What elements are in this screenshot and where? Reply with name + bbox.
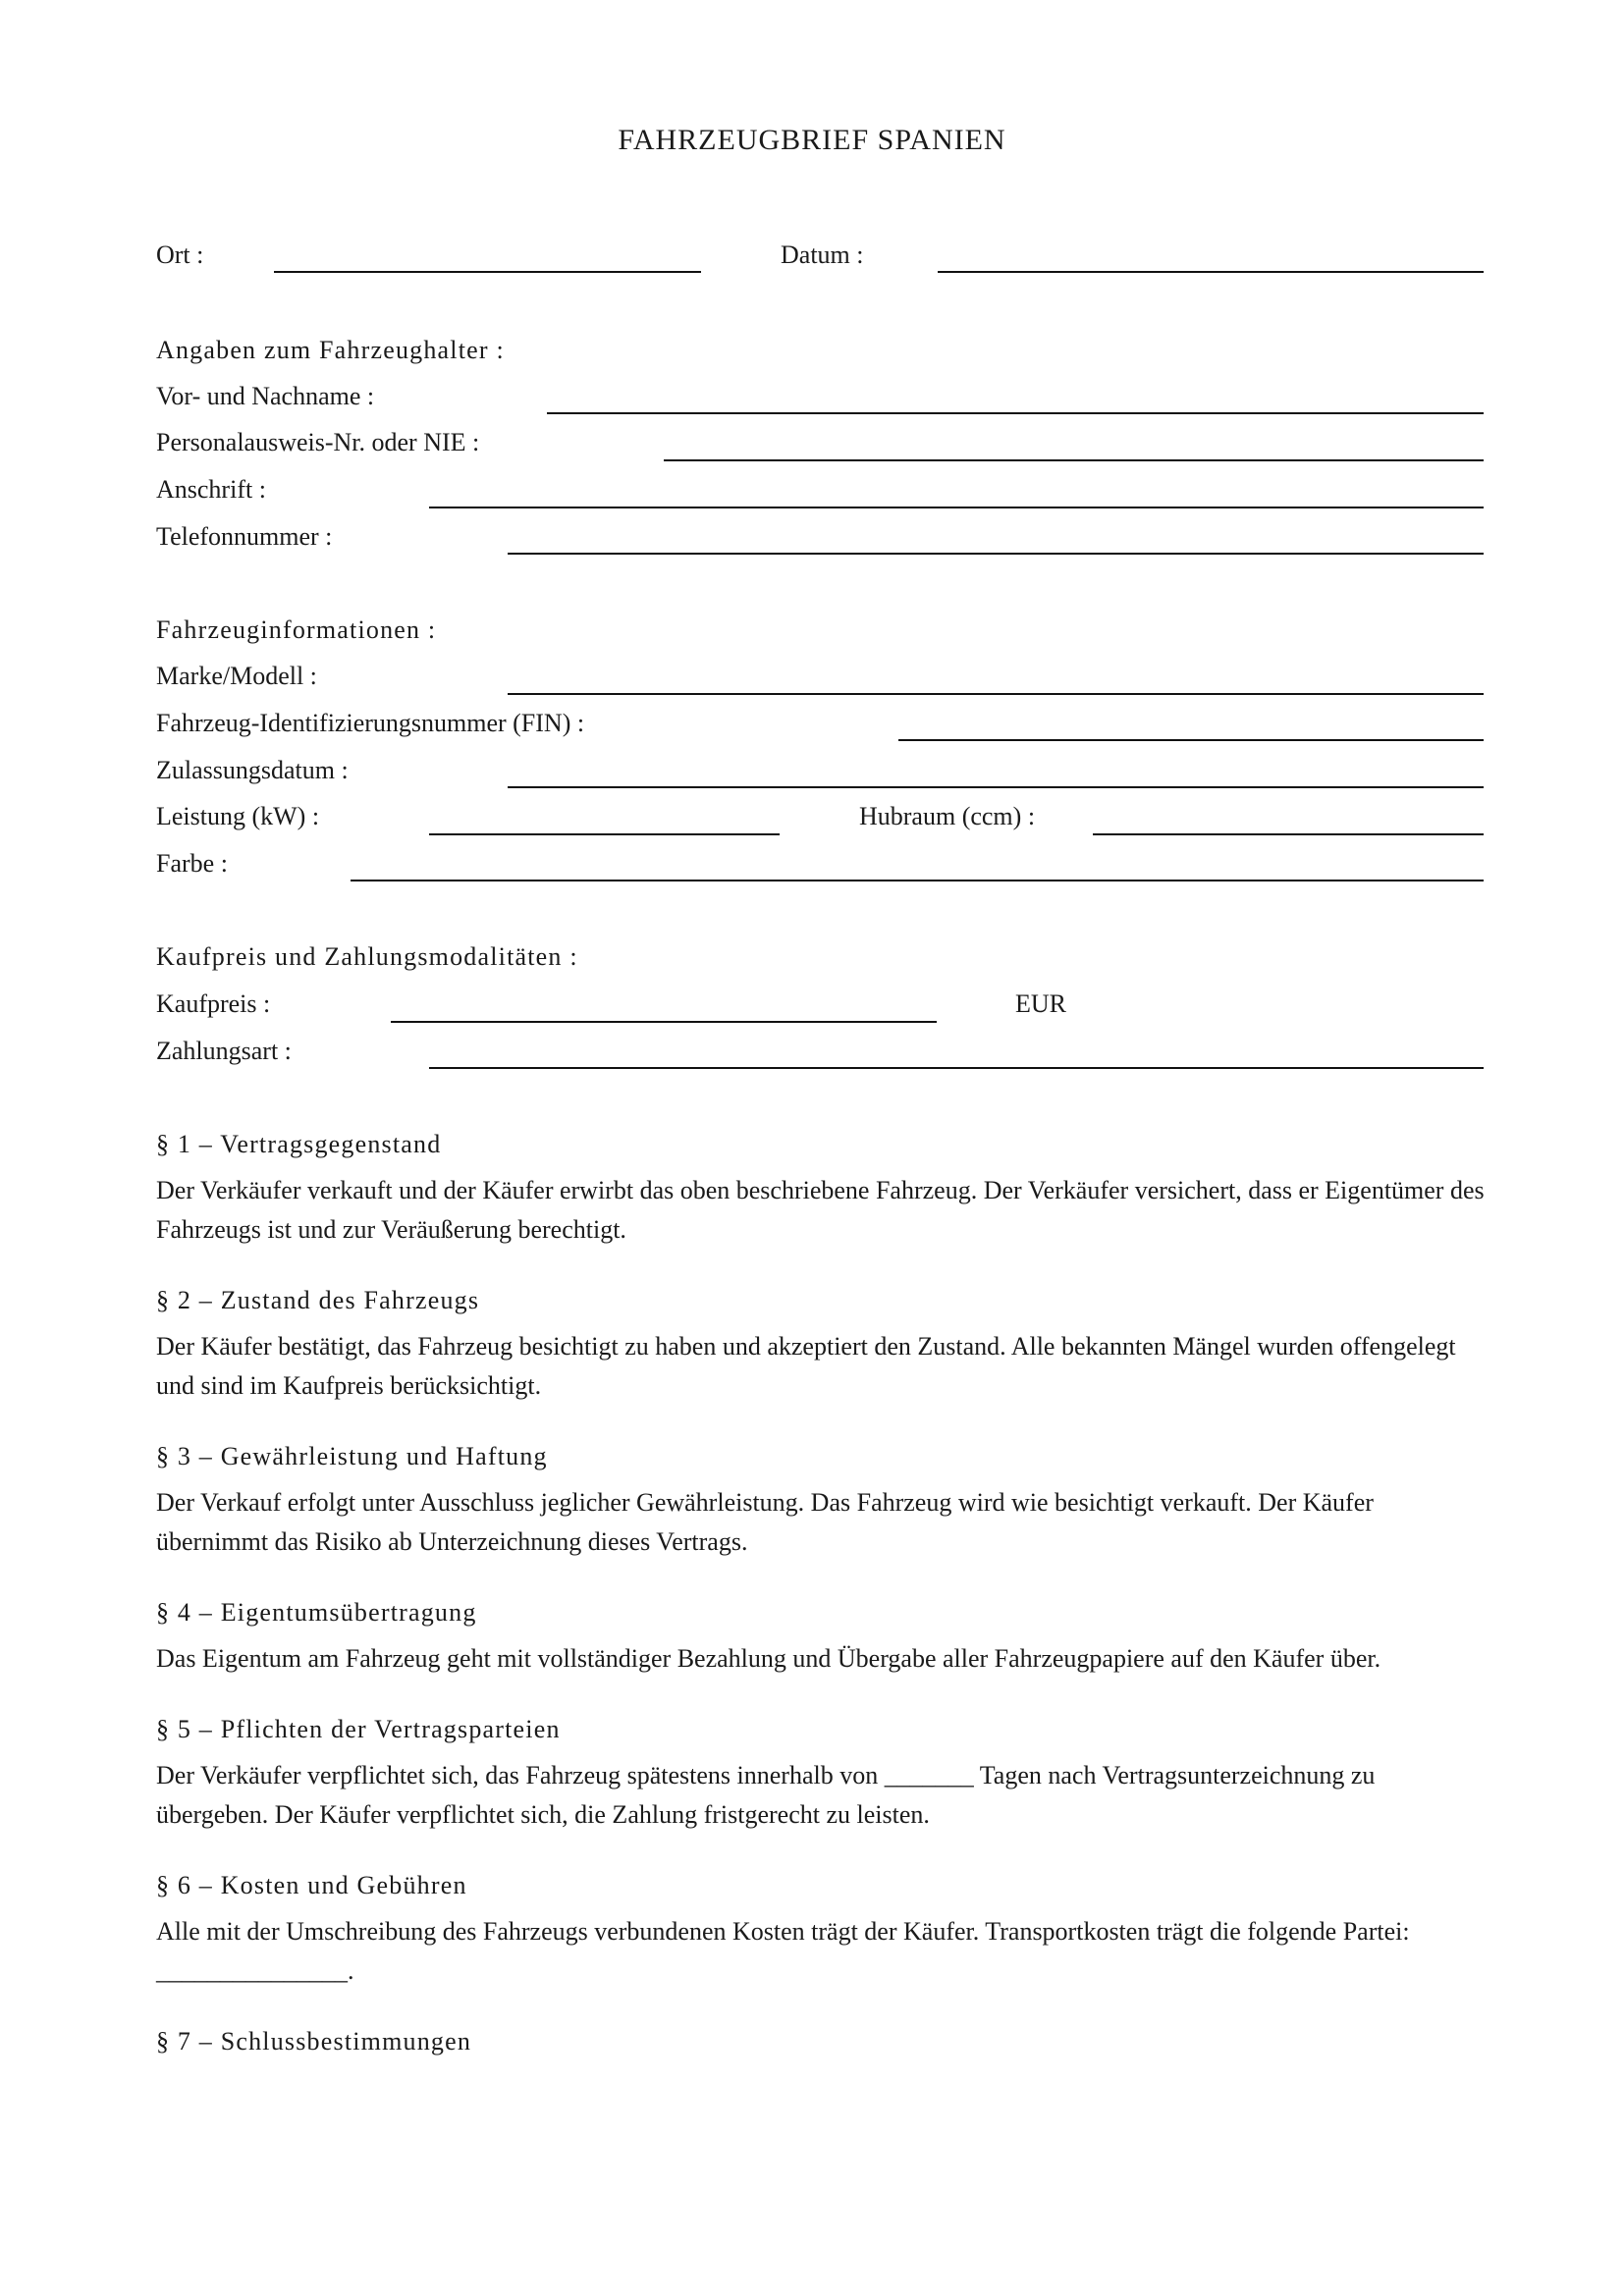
holder-heading: Angaben zum Fahrzeughalter : [156,336,505,364]
color-field[interactable] [351,880,1484,881]
section-4-text: Das Eigentum am Fahrzeug geht mit vollständiger Bezahlung und Übergabe aller Fahrzeugpapiere auf den Käufer über. [156,1644,1381,1673]
name-field[interactable] [547,412,1484,414]
model-label: Marke/Modell : [156,662,317,690]
method-field[interactable] [429,1067,1484,1069]
payment-heading: Kaufpreis und Zahlungsmodalitäten : [156,942,578,971]
section-5-heading: § 5 – Pflichten der Vertragsparteien [156,1715,561,1743]
phone-field[interactable] [508,553,1484,555]
section-3-text: Der Verkauf erfolgt unter Ausschluss jeglicher Gewährleistung. Das Fahrzeug wird wie besichtigt verkauft. Der Käufer übernimmt das Risiko ab Unterzeichnung dieses Vertrags. [156,1488,1374,1556]
currency-label: EUR [1015,989,1066,1018]
method-label: Zahlungsart : [156,1037,292,1065]
section-5-text: Der Verkäufer verpflichtet sich, das Fahrzeug spätestens innerhalb von _______ Tagen nach Vertragsunterzeichnung zu übergeben. Der Käufer verpflichtet sich, die Zahlung fristgerecht zu leisten. [156,1761,1376,1829]
displacement-label: Hubraum (ccm) : [859,802,1036,830]
color-label: Farbe : [156,849,228,878]
page-title: FAHRZEUGBRIEF SPANIEN [618,124,1006,156]
power-label: Leistung (kW) : [156,802,320,830]
section-2-heading: § 2 – Zustand des Fahrzeugs [156,1286,480,1314]
ort-field[interactable] [274,271,701,273]
datum-label: Datum : [781,240,864,269]
section-7-heading: § 7 – Schlussbestimmungen [156,2027,472,2056]
section-6-text: Alle mit der Umschreibung des Fahrzeugs verbundenen Kosten trägt der Käufer. Transportkosten trägt die folgende Partei: _______________. [156,1917,1410,1985]
phone-label: Telefonnummer : [156,522,333,551]
section-6-heading: § 6 – Kosten und Gebühren [156,1871,467,1899]
vin-field[interactable] [898,739,1484,741]
id-field[interactable] [664,459,1484,461]
section-3-heading: § 3 – Gewährleistung und Haftung [156,1442,548,1470]
name-label: Vor- und Nachname : [156,382,375,410]
address-field[interactable] [429,507,1484,508]
ort-label: Ort : [156,240,204,269]
vin-label: Fahrzeug-Identifizierungsnummer (FIN) : [156,709,585,737]
reg-date-label: Zulassungsdatum : [156,756,349,784]
datum-field[interactable] [938,271,1484,273]
model-field[interactable] [508,693,1484,695]
section-2-text: Der Käufer bestätigt, das Fahrzeug besichtigt zu haben und akzeptiert den Zustand. Alle bekannten Mängel wurden offengelegt und sind im Kaufpreis berücksichtigt. [156,1332,1456,1400]
section-1-text: Der Verkäufer verkauft und der Käufer erwirbt das oben beschriebene Fahrzeug. Der Verkäufer versichert, dass er Eigentümer des Fahrzeugs ist und zur Veräußerung berechtigt. [156,1176,1485,1244]
power-field[interactable] [429,833,780,835]
section-1-heading: § 1 – Vertragsgegenstand [156,1130,442,1158]
address-label: Anschrift : [156,475,266,504]
price-field[interactable] [391,1021,937,1023]
section-4-heading: § 4 – Eigentumsübertragung [156,1598,477,1627]
price-label: Kaufpreis : [156,989,271,1018]
vehicle-heading: Fahrzeuginformationen : [156,615,437,644]
displacement-field[interactable] [1093,833,1484,835]
id-label: Personalausweis-Nr. oder NIE : [156,428,480,456]
reg-date-field[interactable] [508,786,1484,788]
